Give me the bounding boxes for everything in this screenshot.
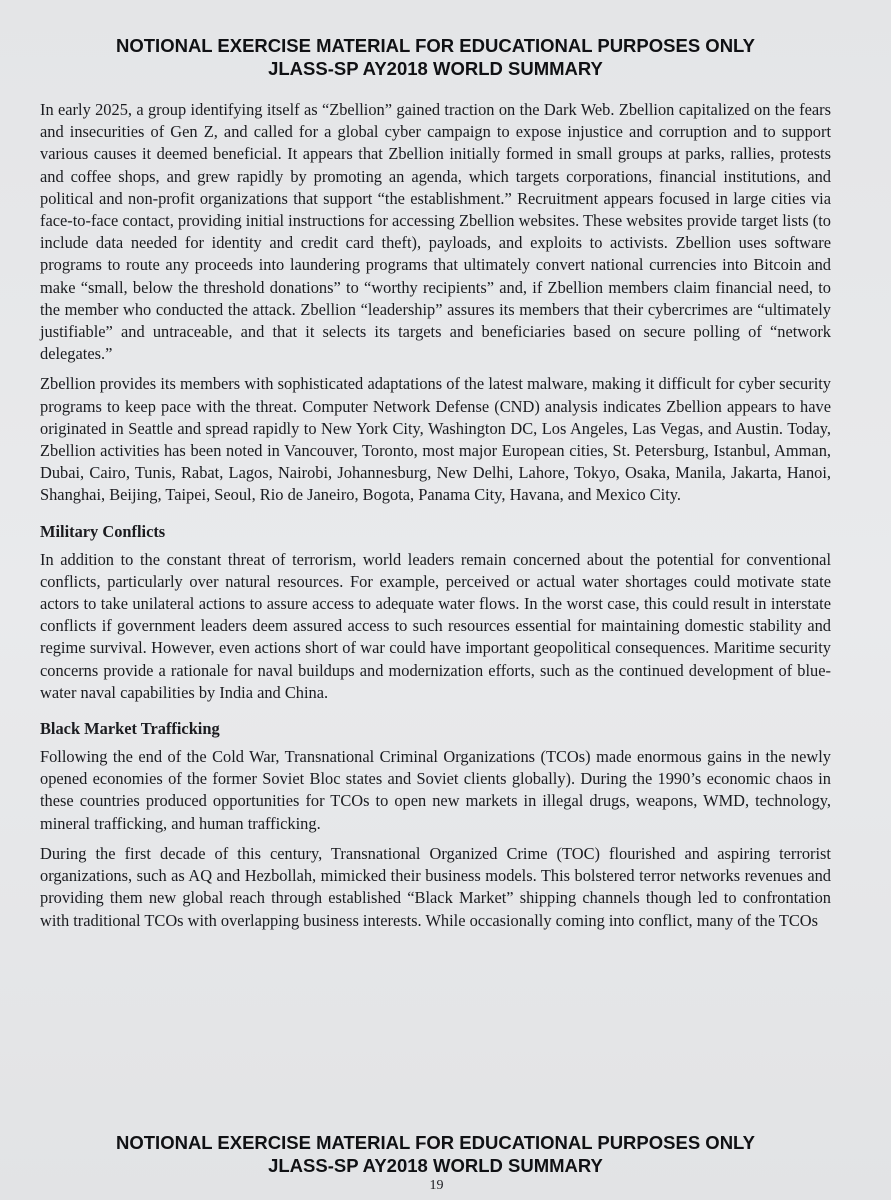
- page-number: 19: [429, 1178, 444, 1193]
- intro-paragraph-2: Zbellion provides its members with sophisticated adaptations of the latest malware, making it difficult for cyber security programs to keep pace with the threat. Computer Network Defense (CND) analysis indicates Zbellion appears to have originated in Seattle and spread rapidly to New York City, Washington DC, Los Angeles, Las Vegas, and Austin. Today, Zbellion activities has been noted in Vancouver, Toronto, most major European cities, St. Petersburg, Istanbul, Amman, Dubai, Cairo, Tunis, Rabat, Lagos, Nairobi, Johannesburg, New Delhi, Lahore, Tokyo, Osaka, Manila, Jakarta, Hanoi, Shanghai, Beijing, Taipei, Seoul, Rio de Janeiro, Bogota, Panama City, Havana, and Mexico City.: [40, 374, 831, 505]
- banner-bottom-line-1: NOTIONAL EXERCISE MATERIAL FOR EDUCATIONAL PURPOSES ONLY: [116, 1132, 755, 1153]
- black-market-heading: Black Market Trafficking: [40, 719, 220, 739]
- banner-bottom-line-2: JLASS-SP AY2018 WORLD SUMMARY: [268, 1155, 603, 1176]
- banner-top-line-1: NOTIONAL EXERCISE MATERIAL FOR EDUCATIONAL PURPOSES ONLY: [116, 35, 755, 56]
- black-market-paragraph-2: During the first decade of this century, Transnational Organized Crime (TOC) flourished and aspiring terrorist organizations, such as AQ and Hezbollah, mimicked their business models. This bolstered terror networks revenues and providing them new global reach through established “Black Market” shipping channels though led to confrontation with traditional TCOs with overlapping business interests. While occasionally coming into conflict, many of the TCOs: [40, 843, 831, 930]
- black-market-paragraph-1: Following the end of the Cold War, Transnational Criminal Organizations (TCOs) made enormous gains in the newly opened economies of the former Soviet Bloc states and Soviet clients globally). During the 1990’s economic chaos in these countries produced opportunities for TCOs to open new markets in illegal drugs, weapons, WMD, technology, mineral trafficking, and human trafficking.: [40, 747, 831, 833]
- intro-paragraph-1: In early 2025, a group identifying itself as “Zbellion” gained traction on the Dark Web. Zbellion capitalized on the fears and insecurities of Gen Z, and called for a global cyber campaign to expose injustice and corruption and to support various causes it deemed beneficial. It appears that Zbellion initially formed in small groups at parks, rallies, protests and coffee shops, and grew rapidly by promoting an agenda, which targets corporations, financial institutions, and political and non-profit organizations that support “the establishment.” Recruitment appears focused in large cities via face-to-face contact, providing initial instructions for accessing Zbellion websites. These websites provide target lists (to include data needed for identity and credit card theft), payloads, and exploits to activists. Zbellion uses software programs to route any proceeds into laundering programs that ultimately convert national currencies into Bitcoin and make “small, below the threshold donations” to “worthy recipients” and, if Zbellion members claim financial need, to the member who conducted the attack. Zbellion “leadership” assures its members that their cybercrimes are “ultimately justifiable” and untraceable, and that it selects its targets and beneficiaries based on secure polling of “network delegates.”: [40, 100, 831, 364]
- banner-top-line-2: JLASS-SP AY2018 WORLD SUMMARY: [268, 58, 603, 79]
- document-body: [40, 99, 831, 932]
- military-conflicts-paragraph: In addition to the constant threat of terrorism, world leaders remain concerned about the potential for conventional conflicts, particularly over natural resources. For example, perceived or actual water shortages could motivate state actors to take unilateral actions to assure access to adequate water flows. In the worst case, this could result in interstate conflicts if government leaders deem assured access to such resources essential for maintaining domestic stability and regime survival. However, even actions short of war could have important geopolitical consequences. Maritime security concerns provide a rationale for naval buildups and modernization efforts, such as the continued development of blue-water naval capabilities by India and China.: [40, 549, 831, 702]
- classification-banner-bottom: [40, 1131, 831, 1177]
- military-conflicts-heading: Military Conflicts: [40, 521, 166, 541]
- classification-banner-top: [40, 34, 831, 80]
